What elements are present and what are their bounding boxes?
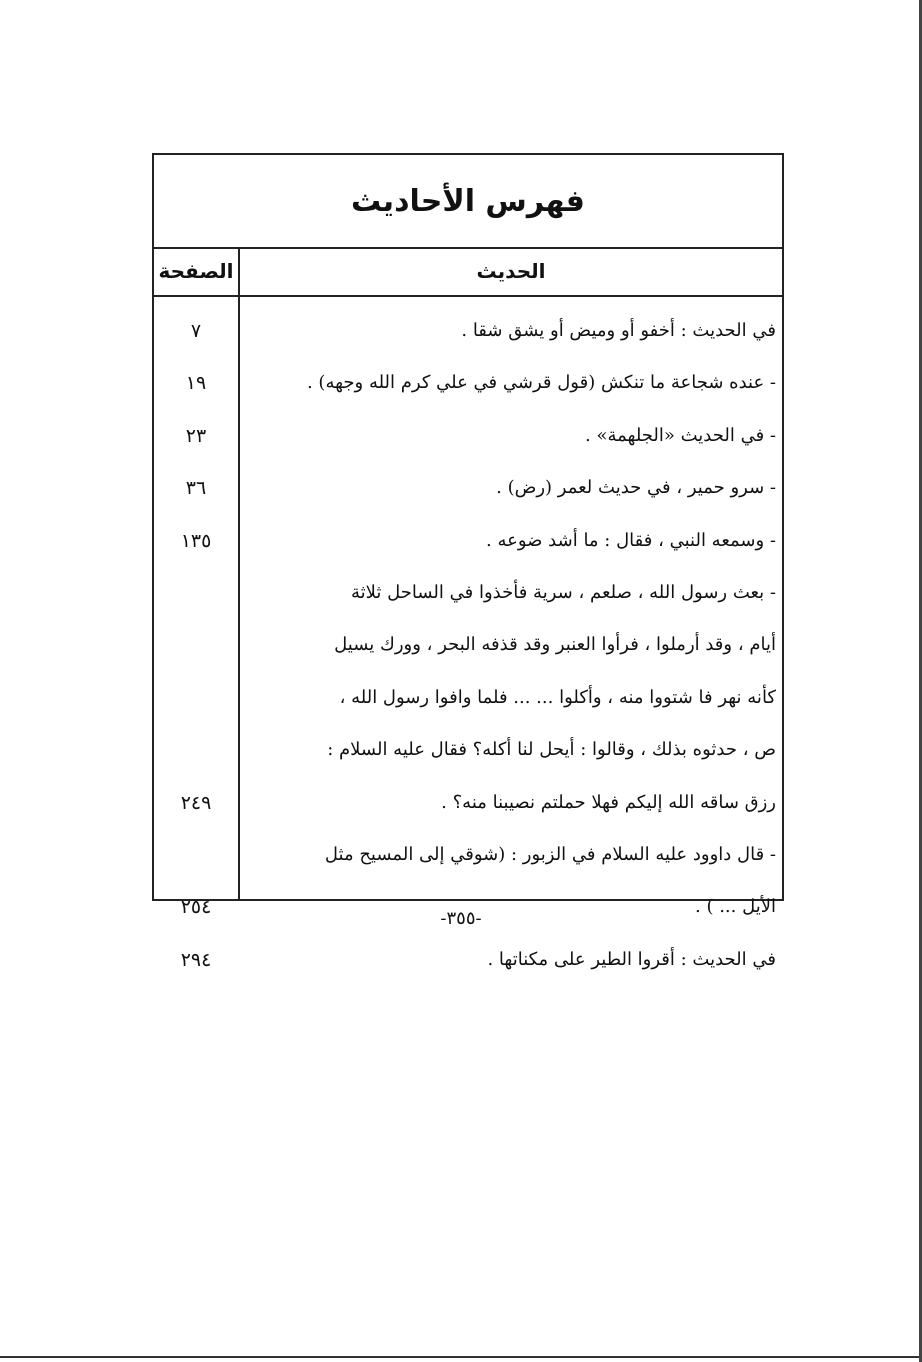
table-row (154, 672, 782, 724)
hadith-text: - عنده شجاعة ما تنكش (قول قرشي في علي كرم الله وجهه) . (306, 372, 776, 394)
table-row (154, 567, 782, 619)
table-row (154, 410, 782, 462)
page-number (154, 619, 238, 671)
table-row (154, 777, 782, 829)
header-hadith: الحديث (476, 259, 546, 283)
hadith-text: في الحديث : أخفو أو وميض أو يشق شقا . (461, 320, 776, 341)
page-number: ٣٦ (185, 477, 207, 500)
table-row (154, 619, 782, 671)
hadith-text: - وسمعه النبي ، فقال : ما أشد ضوعه . (486, 529, 776, 551)
table-row (154, 934, 782, 986)
hadith-text: كأنه نهر فا شتووا منه ، وأكلوا ... ... فلما وافوا رسول الله ، (339, 686, 776, 708)
page-title: فهرس الأحاديث (351, 183, 585, 219)
table-row (154, 305, 782, 357)
hadith-text: ص ، حدثوه بذلك ، وقالوا : أيحل لنا أكله؟ فقال عليه السلام : (327, 739, 776, 761)
page-number (154, 829, 238, 881)
table-header (154, 247, 782, 297)
page-number: ٢٤٩ (180, 791, 212, 814)
table-row (154, 462, 782, 514)
page-number: ١٣٥ (180, 529, 212, 552)
page-number: ٧ (190, 320, 202, 342)
page-number: ١٩ (185, 372, 207, 395)
page-number (154, 567, 238, 619)
page-number: ٢٥٤ (180, 896, 212, 919)
footer-page-number: -٣٥٥- (440, 908, 482, 929)
table-body (154, 305, 782, 986)
hadith-text: - في الحديث «الجلهمة» . (585, 424, 776, 446)
hadith-text: في الحديث : أقروا الطير على مكناتها . (487, 948, 776, 970)
page-number: ٢٣ (185, 424, 207, 447)
hadith-text: - سرو حمير ، في حديث لعمر (رض) . (496, 477, 776, 499)
header-page: الصفحة (158, 259, 234, 283)
hadith-text: الأيل ... ) . (695, 896, 776, 918)
hadith-text: - قال داوود عليه السلام في الزبور : (شوقي إلى المسيح مثل (324, 843, 776, 865)
scan-bottom-line (0, 1356, 922, 1358)
page-number: ٢٩٤ (180, 948, 212, 971)
hadith-text: أيام ، وقد أرملوا ، فرأوا العنبر وقد قذفه البحر ، وورك يسيل (334, 634, 776, 656)
table-row (154, 829, 782, 881)
hadith-text: - بعث رسول الله ، صلعم ، سرية فأخذوا في الساحل ثلاثة (351, 581, 776, 603)
page-number (154, 672, 238, 724)
table-row (154, 357, 782, 409)
title-area (154, 155, 782, 249)
table-row (154, 515, 782, 567)
table-row (154, 724, 782, 776)
hadith-text: رزق ساقه الله إليكم فهلا حملتم نصيبنا منه؟ . (441, 791, 776, 813)
page-number (154, 724, 238, 776)
